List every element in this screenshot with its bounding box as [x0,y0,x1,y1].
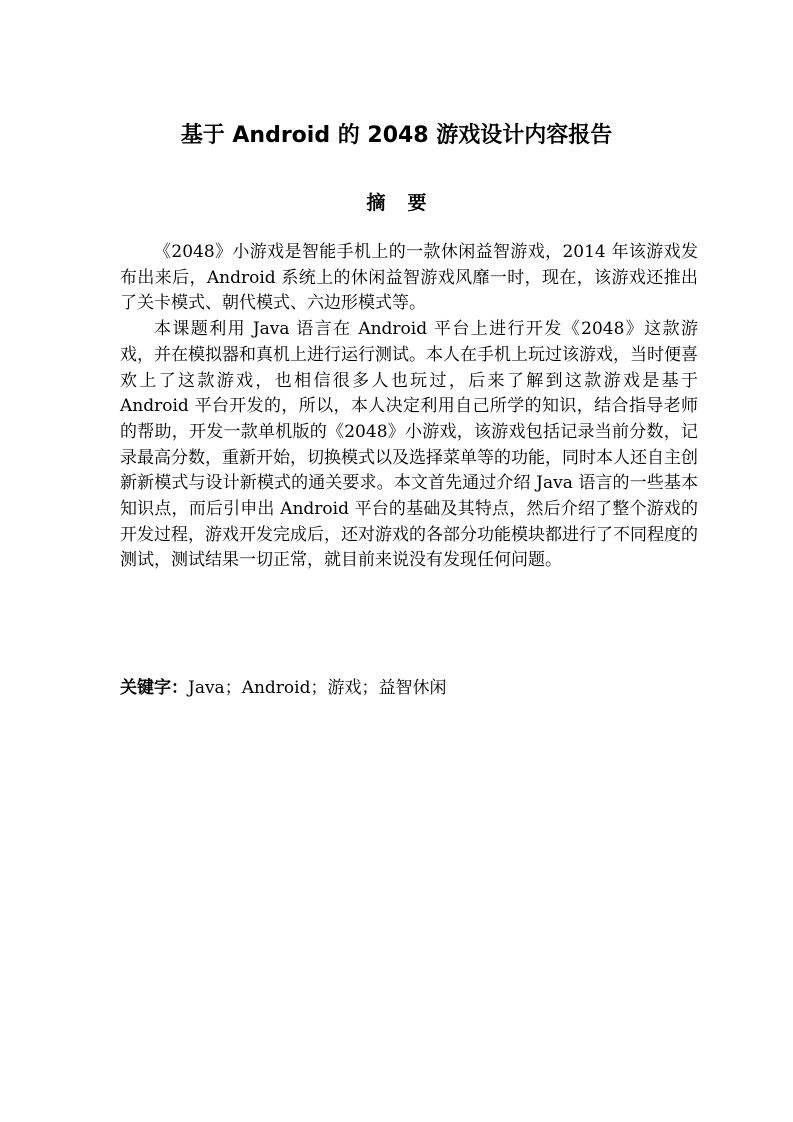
keywords-value: Java；Android；游戏；益智休闲 [188,678,447,698]
abstract-heading: 摘要 [366,192,449,214]
abstract-paragraph-2: 本课题利用 Java 语言在 Android 平台上进行开发《2048》这款游戏，并在模拟器和真机上进行运行测试。本人在手机上玩过该游戏，当时便喜欢上了这款游戏，也相信很多人也玩过，后来了解到这款游戏是基于 Android 平台开发的，所以，本人决定利用自己所学的知识，结合指导老师的帮助，开发一款单机版的《2048》小游戏，该游戏包括记录当前分数，记录最高分数，重新开始，切换模式以及选择菜单等的功能，同时本人还自主创新新模式与设计新模式的通关要求。本文首先通过介绍 Java 语言的一些基本知识点，而后引申出 Android 平台的基础及其特点，然后介绍了整个游戏的开发过程，游戏开发完成后，还对游戏的各部分功能模块都进行了不同程度的测试，测试结果一切正常，就目前来说没有发现任何问题。 [120,319,698,571]
abstract-paragraph-1: 《2048》小游戏是智能手机上的一款休闲益智游戏，2014 年该游戏发布出来后，Android 系统上的休闲益智游戏风靡一时，现在，该游戏还推出了关卡模式、朝代模式、六边形模式等。 [120,242,698,314]
keywords-label: 关键字： [120,678,188,698]
abstract-body [120,240,698,574]
keywords-line [120,675,698,701]
document-title: 基于 Android 的 2048 游戏设计内容报告 [180,123,613,148]
